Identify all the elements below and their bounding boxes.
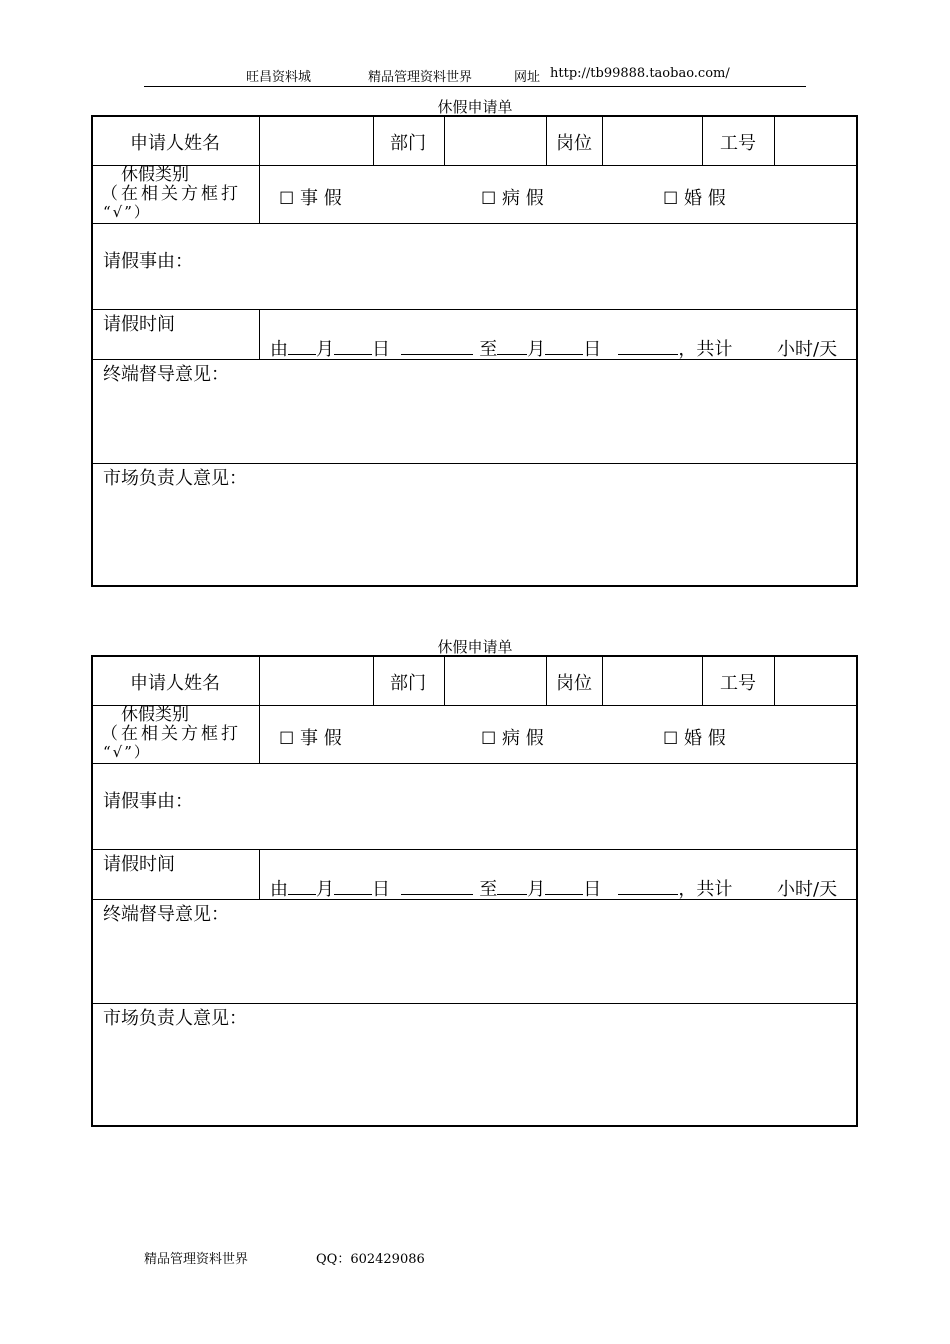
leave-option-personal[interactable]: [279, 184, 342, 210]
applicant-field[interactable]: [260, 118, 372, 164]
leave-option-sick[interactable]: [481, 724, 544, 750]
supervisor-field[interactable]: [94, 923, 856, 1001]
header-company: 旺昌资料城: [246, 70, 312, 85]
form-title: 休假申请单: [437, 98, 513, 116]
position-label: 岗位: [556, 673, 592, 694]
employee-no-field[interactable]: [775, 118, 857, 164]
comma-text: ，: [678, 879, 697, 900]
from-text: 由: [270, 879, 288, 900]
leave-form: [91, 115, 858, 587]
checkbox-icon: ☐: [663, 189, 679, 209]
leave-option-marriage[interactable]: [663, 184, 726, 210]
header-url[interactable]: http://tb99888.taobao.com/: [550, 66, 730, 81]
day-text: 日: [372, 339, 390, 360]
total-text: 共计: [696, 339, 733, 360]
position-field[interactable]: [603, 118, 701, 164]
day-text: 日: [583, 339, 602, 360]
header-url-label: 网址: [514, 70, 541, 85]
position-field[interactable]: [603, 658, 701, 704]
employee-no-label: 工号: [720, 133, 756, 154]
footer-slogan: 精品管理资料世界: [144, 1252, 249, 1267]
applicant-label: 申请人姓名: [130, 673, 220, 694]
to-text: 至: [479, 339, 498, 360]
department-field[interactable]: [445, 118, 545, 164]
supervisor-label: 终端督导意见：: [103, 904, 229, 925]
unit-text: 小时/天: [777, 339, 838, 360]
leave-option-label: 婚 假: [683, 188, 726, 209]
reason-field[interactable]: [94, 224, 856, 308]
market-field[interactable]: [94, 1027, 856, 1125]
day-text: 日: [583, 879, 602, 900]
month-text: 月: [316, 879, 334, 900]
leave-option-sick[interactable]: [481, 184, 544, 210]
leave-type-hint-check: “√”）: [103, 203, 151, 221]
footer-qq: QQ：602429086: [316, 1252, 425, 1267]
unit-text: 小时/天: [777, 879, 838, 900]
time-range[interactable]: [270, 335, 732, 361]
leave-type-hint: （在相关方框打: [101, 184, 241, 204]
leave-option-personal[interactable]: [279, 724, 342, 750]
month-text: 月: [527, 339, 546, 360]
leave-type-label: 休假类别: [121, 705, 189, 725]
market-label: 市场负责人意见：: [103, 468, 247, 489]
leave-type-hint-check: “√”）: [103, 743, 151, 761]
leave-option-label: 病 假: [501, 728, 544, 749]
time-label: 请假时间: [103, 314, 175, 335]
position-label: 岗位: [556, 133, 592, 154]
to-text: 至: [479, 879, 498, 900]
leave-type-hint: （在相关方框打: [101, 724, 241, 744]
market-field[interactable]: [94, 487, 856, 585]
header-slogan: 精品管理资料世界: [368, 70, 473, 85]
reason-label: 请假事由：: [103, 251, 193, 272]
department-label: 部门: [390, 133, 426, 154]
applicant-label: 申请人姓名: [130, 133, 220, 154]
checkbox-icon: ☐: [279, 189, 295, 209]
checkbox-icon: ☐: [279, 729, 295, 749]
leave-option-label: 病 假: [501, 188, 544, 209]
department-label: 部门: [390, 673, 426, 694]
applicant-field[interactable]: [260, 658, 372, 704]
employee-no-field[interactable]: [775, 658, 857, 704]
leave-type-label: 休假类别: [121, 165, 189, 185]
day-text: 日: [372, 879, 390, 900]
leave-option-label: 事 假: [299, 728, 342, 749]
leave-option-label: 婚 假: [683, 728, 726, 749]
supervisor-field[interactable]: [94, 383, 856, 461]
supervisor-label: 终端督导意见：: [103, 364, 229, 385]
form-title: 休假申请单: [437, 638, 513, 656]
reason-field[interactable]: [94, 764, 856, 848]
checkbox-icon: ☐: [663, 729, 679, 749]
employee-no-label: 工号: [720, 673, 756, 694]
department-field[interactable]: [445, 658, 545, 704]
total-text: 共计: [696, 879, 733, 900]
time-range[interactable]: [270, 875, 732, 901]
leave-option-label: 事 假: [299, 188, 342, 209]
market-label: 市场负责人意见：: [103, 1008, 247, 1029]
from-text: 由: [270, 339, 288, 360]
month-text: 月: [527, 879, 546, 900]
month-text: 月: [316, 339, 334, 360]
page-header: [144, 66, 806, 87]
leave-form: [91, 655, 858, 1127]
checkbox-icon: ☐: [481, 729, 497, 749]
leave-option-marriage[interactable]: [663, 724, 726, 750]
comma-text: ，: [678, 339, 697, 360]
checkbox-icon: ☐: [481, 189, 497, 209]
time-label: 请假时间: [103, 854, 175, 875]
reason-label: 请假事由：: [103, 791, 193, 812]
